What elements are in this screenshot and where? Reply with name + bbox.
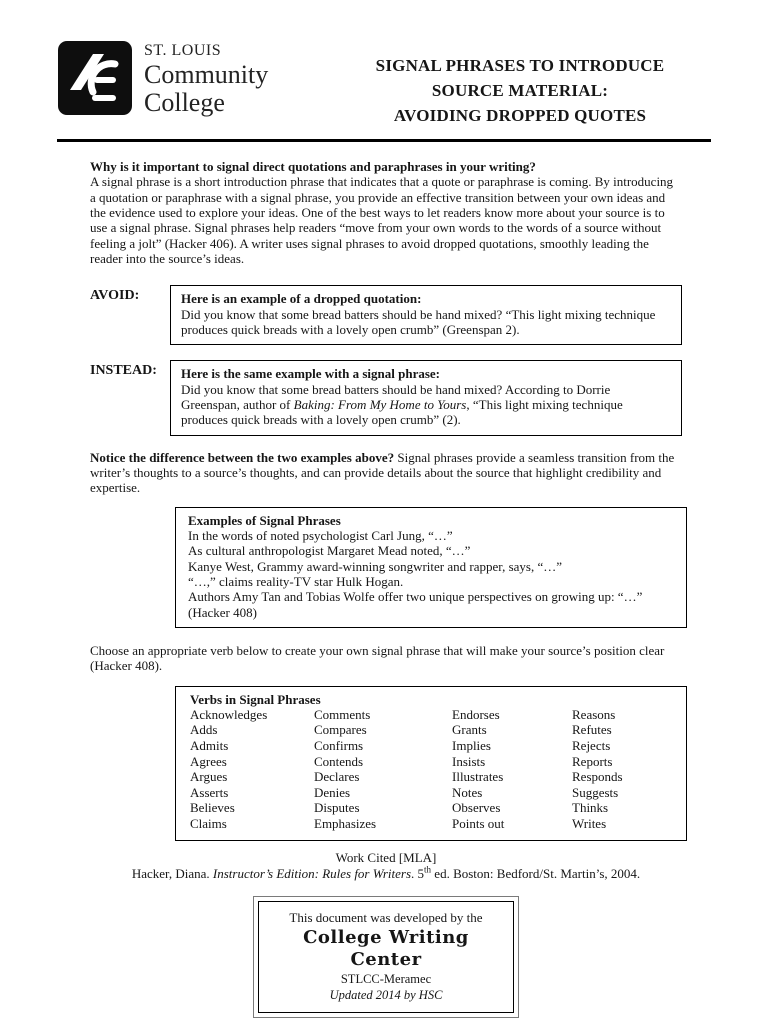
verb: Illustrates (452, 769, 504, 785)
stlcc-logo-text (144, 40, 268, 117)
verb: Observes (452, 800, 501, 816)
stlcc-logo-icon (57, 40, 133, 116)
verb: Responds (572, 769, 623, 785)
logo-line-community: Community (144, 60, 269, 89)
footer-updated: Updated 2014 by HSC (329, 988, 443, 1003)
avoid-label: AVOID: (90, 288, 140, 304)
verb: Reports (572, 753, 613, 769)
verb: Comments (314, 706, 371, 722)
instead-example-box (170, 360, 682, 435)
verb: Compares (314, 722, 367, 738)
footer-developed-by: This document was developed by the (289, 910, 483, 926)
avoid-box-heading: Here is an example of a dropped quotation: (181, 291, 422, 307)
notice-paragraph (90, 450, 682, 496)
verb: Rejects (572, 738, 611, 754)
footer-college-writing-center: College Writing Center (303, 927, 469, 971)
citation-publisher: ed. Boston: Bedford/St. Martin’s, 2004. (431, 865, 641, 881)
instead-body-text-2: , “This light mixing technique produces quick breads with a lovely open crumb” (2). (181, 396, 623, 428)
verb: Confirms (314, 738, 364, 754)
verb: Reasons (572, 706, 616, 722)
verb: Admits (190, 738, 229, 754)
verb: Endorses (452, 706, 500, 722)
example-line: Kanye West, Grammy award-winning songwriter and rapper, says, “…” (188, 558, 562, 574)
instead-box-heading: Here is the same example with a signal phrase: (181, 366, 441, 382)
citation-author: Hacker, Diana. (131, 865, 213, 881)
notice-body: Signal phrases provide a seamless transition from the writer’s thoughts to a source’s thoughts, and can provide details about the source that highlight credibility and expertise. (90, 449, 675, 496)
logo-line-st-louis: ST. LOUIS (144, 42, 222, 59)
verb: Refutes (572, 722, 612, 738)
verb: Insists (452, 753, 486, 769)
verb: Emphasizes (314, 816, 377, 832)
signal-phrase-examples-box (175, 507, 687, 628)
choose-paragraph: Choose an appropriate verb below to create your own signal phrase that will make your source’s position clear (Hacker 408). (90, 642, 665, 674)
intro-section (90, 159, 682, 266)
citation-line (90, 866, 682, 881)
citation-book-title: Instructor’s Edition: Rules for Writers (212, 865, 412, 881)
work-cited-title: Work Cited [MLA] (335, 849, 437, 865)
examples-box-heading: Examples of Signal Phrases (188, 512, 341, 528)
intro-heading: Why is it important to signal direct quotations and paraphrases in your writing? (90, 159, 536, 174)
footer-campus: STLCC-Meramec (340, 972, 432, 987)
example-citation: (Hacker 408) (188, 604, 257, 620)
intro-paragraph: A signal phrase is a short introduction phrase that indicates that a quote or paraphrase is coming. By introducing a quotation or paraphrase with a signal phrase, you provide an effective transition between your own ideas and the evidence used to explore your ideas. One of the best ways to let readers know more about your source is to use a signal phrase. Signal phrases help readers “move from your own words to the words of a source without feeling a jolt” (Hacker 406). A writer uses signal phrases to avoid dropped quotations, smoothly leading the reader into the source’s ideas. (90, 174, 674, 266)
verb: Adds (190, 722, 218, 738)
example-line: In the words of noted psychologist Carl Jung, “…” (188, 527, 453, 543)
verb: Writes (572, 816, 607, 832)
title-line-2: SOURCE MATERIAL: (431, 81, 609, 100)
verb: Disputes (314, 800, 360, 816)
stlcc-logo (57, 40, 268, 117)
example-line: “…,” claims reality-TV star Hulk Hogan. (188, 573, 404, 589)
instead-section (90, 360, 682, 435)
verb: Contends (314, 753, 364, 769)
verb: Grants (452, 722, 487, 738)
verb: Agrees (190, 753, 227, 769)
verbs-box (175, 686, 687, 841)
avoid-box-body: Did you know that some bread batters should be hand mixed? “This light mixing technique produces quick breads with a lovely open crumb” (Greenspan 2). (181, 306, 656, 337)
page-title (330, 40, 710, 128)
verbs-box-heading: Verbs in Signal Phrases (190, 691, 321, 707)
instead-book-title: Baking: From My Home to Yours (293, 396, 467, 412)
instead-box-body (181, 382, 671, 428)
verb: Acknowledges (190, 706, 268, 722)
verb: Argues (190, 769, 228, 785)
avoid-example-box (170, 285, 682, 345)
title-line-1: SIGNAL PHRASES TO INTRODUCE (375, 56, 665, 75)
logo-line-college: College (144, 88, 225, 117)
verbs-grid (190, 707, 672, 832)
notice-heading: Notice the difference between the two examples above? (90, 449, 395, 465)
verb: Thinks (572, 800, 609, 816)
example-line: As cultural anthropologist Margaret Mead noted, “…” (188, 543, 471, 559)
instead-label: INSTEAD: (90, 363, 157, 379)
verb: Declares (314, 769, 360, 785)
example-line: Authors Amy Tan and Tobias Wolfe offer two unique perspectives on growing up: “…” (188, 589, 643, 605)
citation-ordinal: th (424, 864, 432, 875)
verb: Asserts (190, 784, 229, 800)
verb: Implies (452, 738, 491, 754)
footer-credit-box (253, 896, 519, 1018)
verb: Believes (190, 800, 235, 816)
verb: Notes (452, 784, 483, 800)
document-body (0, 142, 768, 1018)
verb: Points out (452, 816, 505, 832)
document-header (0, 0, 768, 128)
footer-credit-inner (258, 901, 514, 1013)
citation-edition: . 5 (411, 865, 425, 881)
verb: Claims (190, 816, 227, 832)
avoid-section (90, 285, 682, 345)
instead-body-text: Did you know that some bread batters should be hand mixed? According to Dorrie Greenspan, author of (181, 381, 611, 412)
title-line-3: AVOIDING DROPPED QUOTES (393, 106, 647, 125)
verb: Suggests (572, 784, 619, 800)
verb: Denies (314, 784, 351, 800)
